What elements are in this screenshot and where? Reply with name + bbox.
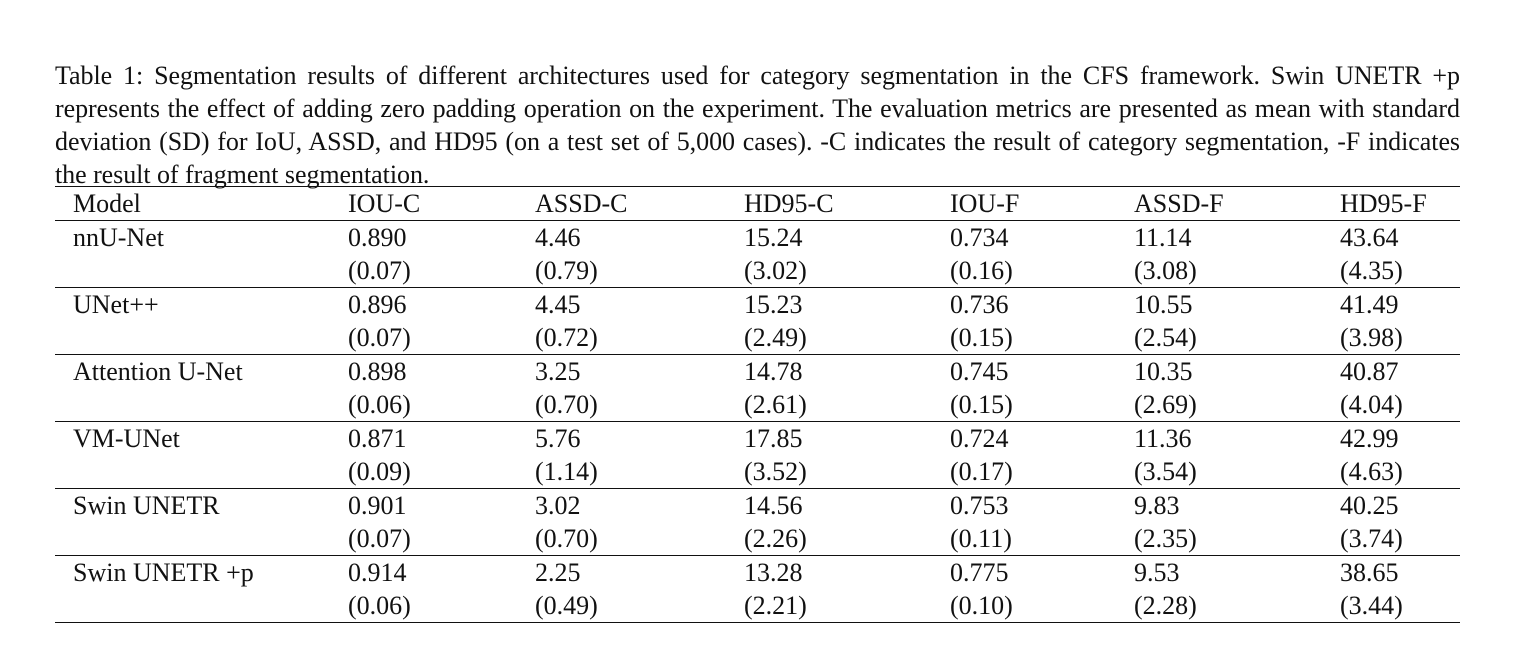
mean-hd95-f: 38.65 <box>1340 558 1399 587</box>
sd-iou-f: (0.15) <box>950 390 1013 419</box>
sd-iou-c: (0.06) <box>348 390 411 419</box>
sd-assd-c: (0.70) <box>535 390 598 419</box>
sd-hd95-f: (4.04) <box>1340 390 1403 419</box>
mean-iou-f: 0.736 <box>950 290 1009 319</box>
sd-hd95-c: (2.26) <box>744 524 807 553</box>
mean-iou-f: 0.753 <box>950 491 1009 520</box>
model-name: Swin UNETR +p <box>73 558 254 587</box>
model-name-blank <box>55 589 348 623</box>
sd-iou-f: (0.17) <box>950 457 1013 486</box>
mean-assd-c: 3.02 <box>535 491 581 520</box>
sd-assd-c: (1.14) <box>535 457 598 486</box>
sd-hd95-c: (3.02) <box>744 256 807 285</box>
header-assd-f: ASSD-F <box>1134 189 1224 218</box>
sd-assd-f: (2.69) <box>1134 390 1197 419</box>
mean-hd95-c: 13.28 <box>744 558 803 587</box>
model-name-blank <box>55 254 348 288</box>
mean-assd-c: 4.45 <box>535 290 581 319</box>
mean-hd95-c: 15.23 <box>744 290 803 319</box>
table-row-mean <box>55 355 1460 389</box>
mean-iou-c: 0.914 <box>348 558 407 587</box>
table-row-mean <box>55 288 1460 322</box>
mean-iou-c: 0.871 <box>348 424 407 453</box>
mean-iou-c: 0.890 <box>348 223 407 252</box>
model-name: nnU-Net <box>73 223 164 252</box>
mean-assd-c: 3.25 <box>535 357 581 386</box>
mean-assd-f: 9.53 <box>1134 558 1180 587</box>
table-row-mean <box>55 489 1460 523</box>
sd-hd95-c: (3.52) <box>744 457 807 486</box>
sd-iou-f: (0.16) <box>950 256 1013 285</box>
header-iou-c: IOU-C <box>348 189 421 218</box>
model-group <box>55 556 1460 623</box>
model-name-blank <box>55 522 348 556</box>
mean-assd-f: 9.83 <box>1134 491 1180 520</box>
header-model: Model <box>73 189 141 218</box>
header-iou-f: IOU-F <box>950 189 1020 218</box>
sd-hd95-c: (2.21) <box>744 591 807 620</box>
header-hd95-c: HD95-C <box>744 189 834 218</box>
sd-iou-f: (0.10) <box>950 591 1013 620</box>
sd-hd95-f: (3.98) <box>1340 323 1403 352</box>
model-group <box>55 489 1460 556</box>
model-name-blank <box>55 321 348 355</box>
header-hd95-f: HD95-F <box>1340 189 1427 218</box>
mean-iou-f: 0.724 <box>950 424 1009 453</box>
sd-assd-f: (3.54) <box>1134 457 1197 486</box>
table-row-sd <box>55 455 1460 489</box>
mean-hd95-f: 43.64 <box>1340 223 1399 252</box>
sd-iou-c: (0.09) <box>348 457 411 486</box>
header-row <box>55 187 1460 221</box>
sd-assd-c: (0.79) <box>535 256 598 285</box>
sd-iou-c: (0.07) <box>348 323 411 352</box>
sd-iou-c: (0.06) <box>348 591 411 620</box>
header-assd-c: ASSD-C <box>535 189 628 218</box>
mean-hd95-c: 15.24 <box>744 223 803 252</box>
mean-iou-f: 0.775 <box>950 558 1009 587</box>
mean-iou-c: 0.896 <box>348 290 407 319</box>
table-header <box>55 187 1460 221</box>
table-row-sd <box>55 321 1460 355</box>
mean-hd95-c: 17.85 <box>744 424 803 453</box>
sd-hd95-c: (2.61) <box>744 390 807 419</box>
model-name-blank <box>55 388 348 422</box>
sd-hd95-c: (2.49) <box>744 323 807 352</box>
sd-iou-f: (0.11) <box>950 524 1012 553</box>
table-row-sd <box>55 388 1460 422</box>
model-group <box>55 221 1460 288</box>
model-name-blank <box>55 455 348 489</box>
results-table <box>55 186 1460 623</box>
table-row-sd <box>55 254 1460 288</box>
sd-hd95-f: (4.63) <box>1340 457 1403 486</box>
sd-assd-c: (0.72) <box>535 323 598 352</box>
mean-assd-c: 4.46 <box>535 223 581 252</box>
model-name: Swin UNETR <box>73 491 220 520</box>
model-group <box>55 422 1460 489</box>
mean-hd95-f: 42.99 <box>1340 424 1399 453</box>
model-name: VM-UNet <box>73 424 180 453</box>
mean-iou-f: 0.734 <box>950 223 1009 252</box>
model-name: Attention U-Net <box>73 357 243 386</box>
mean-iou-c: 0.898 <box>348 357 407 386</box>
sd-assd-c: (0.70) <box>535 524 598 553</box>
mean-hd95-c: 14.56 <box>744 491 803 520</box>
sd-hd95-f: (4.35) <box>1340 256 1403 285</box>
mean-hd95-f: 40.87 <box>1340 357 1399 386</box>
mean-hd95-f: 41.49 <box>1340 290 1399 319</box>
table-row-sd <box>55 522 1460 556</box>
mean-assd-f: 10.55 <box>1134 290 1193 319</box>
mean-hd95-c: 14.78 <box>744 357 803 386</box>
model-group <box>55 355 1460 422</box>
table-row-mean <box>55 221 1460 255</box>
table-row-mean <box>55 422 1460 456</box>
table-row-mean <box>55 556 1460 590</box>
model-name: UNet++ <box>73 290 159 319</box>
model-group <box>55 288 1460 355</box>
sd-iou-c: (0.07) <box>348 524 411 553</box>
sd-iou-c: (0.07) <box>348 256 411 285</box>
mean-assd-f: 10.35 <box>1134 357 1193 386</box>
mean-assd-c: 5.76 <box>535 424 581 453</box>
mean-assd-f: 11.36 <box>1134 424 1192 453</box>
mean-hd95-f: 40.25 <box>1340 491 1399 520</box>
sd-hd95-f: (3.74) <box>1340 524 1403 553</box>
sd-assd-c: (0.49) <box>535 591 598 620</box>
sd-iou-f: (0.15) <box>950 323 1013 352</box>
mean-iou-c: 0.901 <box>348 491 407 520</box>
mean-iou-f: 0.745 <box>950 357 1009 386</box>
sd-assd-f: (2.54) <box>1134 323 1197 352</box>
sd-assd-f: (2.28) <box>1134 591 1197 620</box>
mean-assd-f: 11.14 <box>1134 223 1192 252</box>
mean-assd-c: 2.25 <box>535 558 581 587</box>
table-row-sd <box>55 589 1460 623</box>
sd-assd-f: (2.35) <box>1134 524 1197 553</box>
sd-assd-f: (3.08) <box>1134 256 1197 285</box>
table-caption: Table 1: Segmentation results of different architectures used for category segmentation in the CFS framework. Swin UNETR +p represents the effect of adding zero padding operation on the experiment. The evaluation metrics are presented as mean with standard deviation (SD) for IoU, ASSD, and HD95 (on a test set of 5,000 cases). -C indicates the result of category segmentation, -F indicates the result of fragment segmentation. <box>55 61 1460 189</box>
sd-hd95-f: (3.44) <box>1340 591 1403 620</box>
